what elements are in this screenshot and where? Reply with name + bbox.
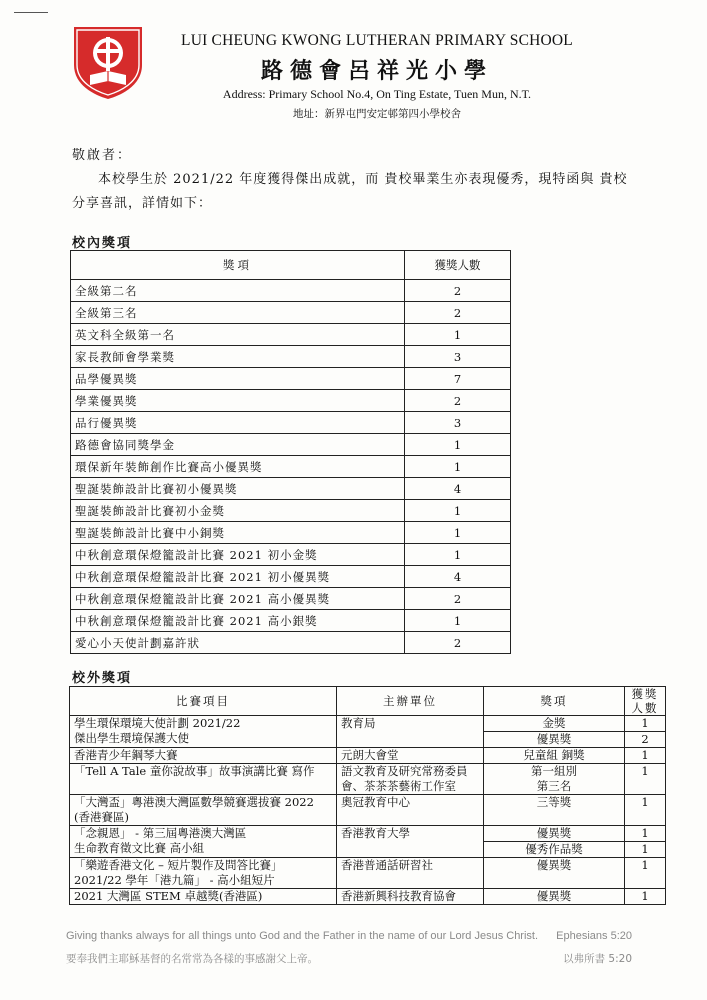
award-name: 家長教師會學業獎 <box>71 346 405 368</box>
header-organizer: 主辦單位 <box>337 687 484 716</box>
award-name: 聖誕裝飾設計比賽初小金獎 <box>71 500 405 522</box>
table-row <box>70 716 666 732</box>
event-cell: 香港青少年鋼琴大賽 <box>70 748 337 764</box>
award-cell: 優異獎 <box>484 889 625 905</box>
event-line: 傑出學生環境保護大使 <box>74 731 189 745</box>
count-cell: 1 <box>625 795 666 826</box>
count-cell: 1 <box>625 842 666 858</box>
award-cell: 兒童組 銅獎 <box>484 748 625 764</box>
award-count: 1 <box>405 500 511 522</box>
organizer-cell: 香港教育大學 <box>337 826 484 858</box>
event-cell <box>70 826 337 858</box>
event-line: 2021/22 學年「港九篇」 - 高小組短片 <box>74 873 275 887</box>
school-logo <box>70 25 146 101</box>
address-zh: 地址：新界屯門安定邨第四小學校舍 <box>293 108 461 120</box>
count-cell: 2 <box>625 732 666 748</box>
table-header-row <box>71 251 511 280</box>
event-line: (香港賽區) <box>74 810 129 824</box>
count-cell: 1 <box>625 889 666 905</box>
award-cell: 優異獎 <box>484 858 625 889</box>
table-row <box>71 346 511 368</box>
internal-awards-table <box>70 250 511 654</box>
event-cell: 2021 大灣區 STEM 卓越獎(香港區) <box>70 889 337 905</box>
table-row <box>71 390 511 412</box>
award-count: 1 <box>405 434 511 456</box>
award-line: 第一組別 <box>531 764 577 778</box>
event-line: 「樂遊香港文化 – 短片製作及問答比賽」 <box>74 858 283 872</box>
award-name: 環保新年裝飾創作比賽高小優異獎 <box>71 456 405 478</box>
event-cell: 「Tell A Tale 童你說故事」故事演講比賽 寫作 <box>70 764 337 795</box>
count-cell: 1 <box>625 858 666 889</box>
table-row <box>71 456 511 478</box>
school-name-en: LUI CHEUNG KWONG LUTHERAN PRIMARY SCHOOL <box>181 32 573 49</box>
award-count: 1 <box>405 456 511 478</box>
award-name: 品行優異獎 <box>71 412 405 434</box>
award-name: 聖誕裝飾設計比賽中小銅獎 <box>71 522 405 544</box>
award-count: 2 <box>405 390 511 412</box>
header-count-line2: 人數 <box>631 701 659 715</box>
award-count: 4 <box>405 566 511 588</box>
award-count: 2 <box>405 280 511 302</box>
event-cell <box>70 795 337 826</box>
count-cell: 1 <box>625 748 666 764</box>
award-count: 1 <box>405 522 511 544</box>
award-name: 中秋創意環保燈籠設計比賽 2021 高小銀獎 <box>71 610 405 632</box>
award-name: 全級第三名 <box>71 302 405 324</box>
table-row <box>70 826 666 842</box>
organizer-cell: 香港新興科技教育協會 <box>337 889 484 905</box>
award-name: 中秋創意環保燈籠設計比賽 2021 高小優異獎 <box>71 588 405 610</box>
organizer-line: 語文教育及研究常務委員 <box>341 764 468 778</box>
table-header-row <box>70 687 666 716</box>
table-row <box>71 500 511 522</box>
award-count: 1 <box>405 610 511 632</box>
footer-verse-zh <box>66 951 632 966</box>
footer-verse-en <box>66 930 632 942</box>
event-line: 學生環保環境大使計劃 2021/22 <box>74 716 241 730</box>
award-cell: 金獎 <box>484 716 625 732</box>
header-count-line1: 獲獎 <box>631 687 659 701</box>
award-name: 愛心小天使計劃嘉許狀 <box>71 632 405 654</box>
event-line: 「大灣盃」粵港澳大灣區數學競賽選拔賽 2022 <box>74 795 314 809</box>
award-name: 聖誕裝飾設計比賽初小優異獎 <box>71 478 405 500</box>
award-name: 路德會協同獎學金 <box>71 434 405 456</box>
award-count: 2 <box>405 632 511 654</box>
count-cell: 1 <box>625 764 666 795</box>
corner-mark <box>14 12 48 13</box>
award-name: 中秋創意環保燈籠設計比賽 2021 初小金獎 <box>71 544 405 566</box>
award-line: 第三名 <box>536 779 572 793</box>
header-count: 獲獎人數 <box>405 251 511 280</box>
award-name: 學業優異獎 <box>71 390 405 412</box>
letter-body: 本校學生於 2021/22 年度獲得傑出成就，而 貴校畢業生亦表現優秀，現特函與 貴校分享喜訊，詳情如下： <box>72 172 628 211</box>
verse-ref-en: Ephesians 5:20 <box>556 930 632 942</box>
award-count: 3 <box>405 412 511 434</box>
award-name: 全級第二名 <box>71 280 405 302</box>
count-cell: 1 <box>625 716 666 732</box>
table-row <box>71 302 511 324</box>
table-row <box>70 858 666 889</box>
award-name: 英文科全級第一名 <box>71 324 405 346</box>
table-row <box>71 544 511 566</box>
table-row <box>71 280 511 302</box>
award-count: 7 <box>405 368 511 390</box>
table-row <box>71 478 511 500</box>
event-cell <box>70 858 337 889</box>
table-row <box>71 412 511 434</box>
salutation: 敬啟者： <box>72 148 133 163</box>
count-cell: 1 <box>625 826 666 842</box>
verse-ref-zh: 以弗所書 5:20 <box>563 953 632 965</box>
award-cell <box>484 764 625 795</box>
award-cell: 優異獎 <box>484 732 625 748</box>
award-cell: 優秀作品獎 <box>484 842 625 858</box>
header-event: 比賽項目 <box>70 687 337 716</box>
organizer-cell: 香港普通話研習社 <box>337 858 484 889</box>
award-count: 1 <box>405 324 511 346</box>
school-name-zh: 路德會呂祥光小學 <box>260 58 493 84</box>
organizer-cell <box>337 764 484 795</box>
table-row <box>70 764 666 795</box>
header-count <box>625 687 666 716</box>
table-row <box>71 324 511 346</box>
table-row <box>71 368 511 390</box>
table-row <box>71 588 511 610</box>
verse-text-en: Giving thanks always for all things unto God and the Father in the name of our Lord Jesus Christ. <box>66 930 539 942</box>
award-count: 4 <box>405 478 511 500</box>
table-row <box>71 610 511 632</box>
award-name: 中秋創意環保燈籠設計比賽 2021 初小優異獎 <box>71 566 405 588</box>
verse-text-zh: 要奉我們主耶穌基督的名常常為各樣的事感謝父上帝。 <box>66 953 318 965</box>
award-cell: 三等獎 <box>484 795 625 826</box>
event-line: 「念親恩」 - 第三屆粵港澳大灣區 <box>74 826 247 840</box>
external-awards-title: 校外獎項 <box>72 671 133 686</box>
external-awards-table <box>69 686 666 905</box>
award-count: 2 <box>405 302 511 324</box>
table-row <box>70 889 666 905</box>
table-row <box>71 434 511 456</box>
table-row <box>71 522 511 544</box>
award-count: 2 <box>405 588 511 610</box>
organizer-line: 會、茶茶茶藝術工作室 <box>341 779 456 793</box>
award-count: 3 <box>405 346 511 368</box>
organizer-cell: 奧冠教育中心 <box>337 795 484 826</box>
table-row <box>71 566 511 588</box>
header-award: 獎項 <box>484 687 625 716</box>
organizer-cell: 教育局 <box>337 716 484 748</box>
event-cell <box>70 716 337 748</box>
award-cell: 優異獎 <box>484 826 625 842</box>
event-line: 生命教育徵文比賽 高小組 <box>74 841 205 855</box>
internal-awards-title: 校內獎項 <box>72 236 133 251</box>
header-award: 獎項 <box>71 251 405 280</box>
table-row <box>70 748 666 764</box>
address-en: Address: Primary School No.4, On Ting Estate, Tuen Mun, N.T. <box>222 87 532 101</box>
table-row <box>70 795 666 826</box>
award-name: 品學優異獎 <box>71 368 405 390</box>
organizer-cell: 元朗大會堂 <box>337 748 484 764</box>
table-row <box>71 632 511 654</box>
award-count: 1 <box>405 544 511 566</box>
